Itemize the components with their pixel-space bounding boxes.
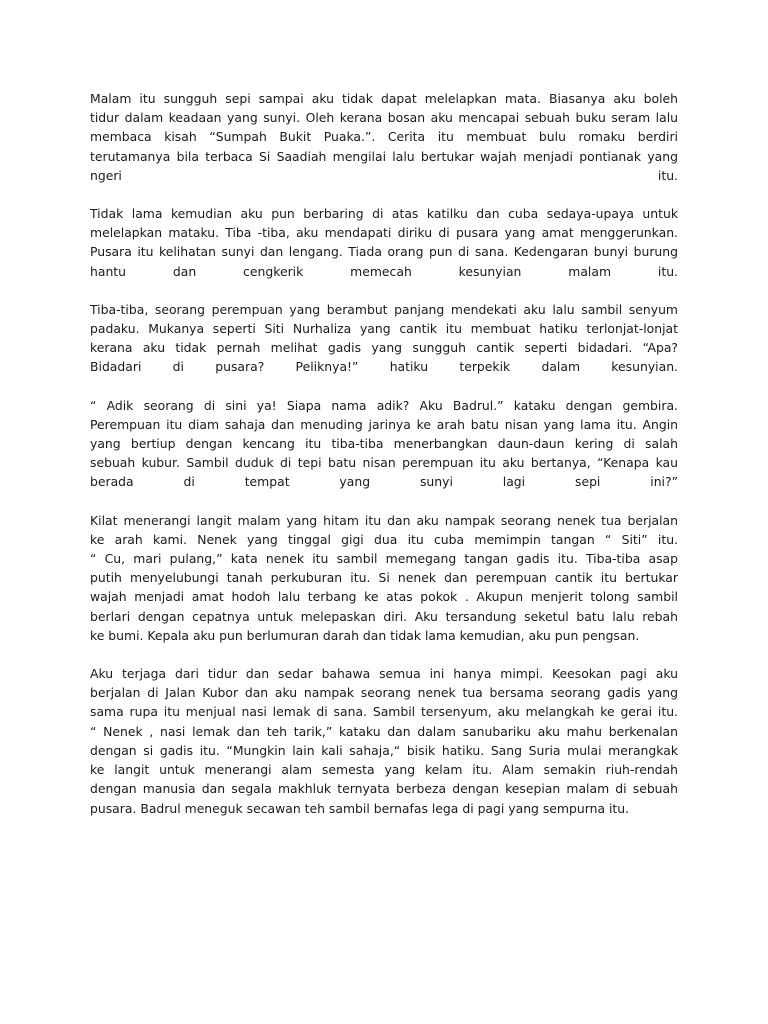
text-line: Tidak lama kemudian aku pun berbaring di atas katilku dan cuba sedaya-upaya untuk	[90, 206, 678, 222]
text-line: Kilat menerangi langit malam yang hitam itu dan aku nampak seorang nenek tua berjalan	[90, 512, 678, 528]
text-line: sebuah kubur. Sambil duduk di tepi batu nisan perempuan itu aku bertanya, “Kenapa kau	[90, 455, 678, 471]
text-line: ngeri itu.	[90, 167, 678, 183]
text-line: pusara. Badrul meneguk secawan teh sambil bernafas lega di pagi yang sempurna itu.	[90, 800, 630, 816]
paragraph-2	[90, 204, 678, 281]
text-line: Tiba-tiba, seorang perempuan yang berambut panjang mendekati aku lalu sambil senyum	[90, 301, 678, 317]
text-line: “ Nenek , nasi lemak dan teh tarik,” kataku dan dalam sanubariku aku mahu berkenalan	[90, 723, 678, 739]
text-line: berlari dengan cepatnya untuk melepaskan diri. Aku tersandung seketul batu lalu rebah	[90, 608, 678, 624]
text-line: ke arah kami. Nenek yang tinggal gigi dua itu cuba memimpin tangan “ Siti” itu.	[90, 531, 678, 547]
text-line: berada di tempat yang sunyi lagi sepi ini?”	[90, 474, 678, 490]
text-line: Perempuan itu diam sahaja dan menuding jarinya ke arah batu nisan yang lama itu. Angin	[90, 416, 678, 432]
text-line: membaca kisah “Sumpah Bukit Puaka.”. Cerita itu membuat bulu romaku berdiri	[90, 129, 678, 145]
text-line: ke langit untuk menerangi alam semesta yang kelam itu. Alam semakin riuh-rendah	[90, 762, 678, 778]
text-line: “ Adik seorang di sini ya! Siapa nama adik? Aku Badrul.” kataku dengan gembira.	[90, 397, 678, 413]
text-line: wajah menjadi amat hodoh lalu terbang ke atas pokok . Akupun menjerit tolong sambil	[90, 589, 678, 605]
text-line: Bidadari di pusara? Peliknya!” hatiku terpekik dalam kesunyian.	[90, 359, 678, 375]
text-line: sama rupa itu menjual nasi lemak di sana. Sambil tersenyum, aku melangkah ke gerai itu.	[90, 704, 678, 720]
text-line: Aku terjaga dari tidur dan sedar bahawa semua ini hanya mimpi. Keesokan pagi aku	[90, 666, 678, 682]
text-line: padaku. Mukanya seperti Siti Nurhaliza yang cantik itu membuat hatiku terlonjat-lonjat	[90, 321, 678, 337]
paragraph-6	[90, 664, 678, 818]
text-line: berjalan di Jalan Kubor dan aku nampak seorang nenek tua bersama seorang gadis yang	[90, 685, 678, 701]
text-line: melelapkan mataku. Tiba -tiba, aku mendapati diriku di pusara yang amat menggerunkan.	[90, 225, 678, 241]
paragraph-5	[90, 511, 678, 645]
text-line: “ Cu, mari pulang,” kata nenek itu sambil memegang tangan gadis itu. Tiba-tiba asap	[90, 551, 678, 567]
text-line: tidur dalam keadaan yang sunyi. Oleh kerana bosan aku mencapai sebuah buku seram lalu	[90, 110, 678, 126]
text-line: ke bumi. Kepala aku pun berlumuran darah dan tidak lama kemudian, aku pun pengsan.	[90, 627, 640, 643]
text-line: dengan manusia dan segala makhluk ternyata berbeza dengan kesepian malam di sebuah	[90, 781, 678, 797]
document-page	[90, 89, 678, 837]
text-line: kerana aku tidak pernah melihat gadis yang sungguh cantik seperti bidadari. “Apa?	[90, 340, 678, 356]
paragraph-4	[90, 396, 678, 492]
text-line: terutamanya bila terbaca Si Saadiah mengilai lalu bertukar wajah menjadi pontianak yang	[90, 148, 678, 164]
paragraph-1	[90, 89, 678, 185]
text-line: Pusara itu kelihatan sunyi dan lengang. Tiada orang pun di sana. Kedengaran bunyi burung	[90, 244, 678, 260]
text-line: Malam itu sungguh sepi sampai aku tidak dapat melelapkan mata. Biasanya aku boleh	[90, 91, 678, 106]
text-line: hantu dan cengkerik memecah kesunyian malam itu.	[90, 263, 678, 279]
paragraph-3	[90, 300, 678, 377]
text-line: yang bertiup dengan kencang itu tiba-tiba menerbangkan daun-daun kering di salah	[90, 436, 678, 452]
text-line: putih menyelubungi tanah perkuburan itu. Si nenek dan perempuan cantik itu bertukar	[90, 570, 678, 586]
text-line: dengan si gadis itu. “Mungkin lain kali sahaja,“ bisik hatiku. Sang Suria mulai merangkak	[90, 742, 678, 758]
